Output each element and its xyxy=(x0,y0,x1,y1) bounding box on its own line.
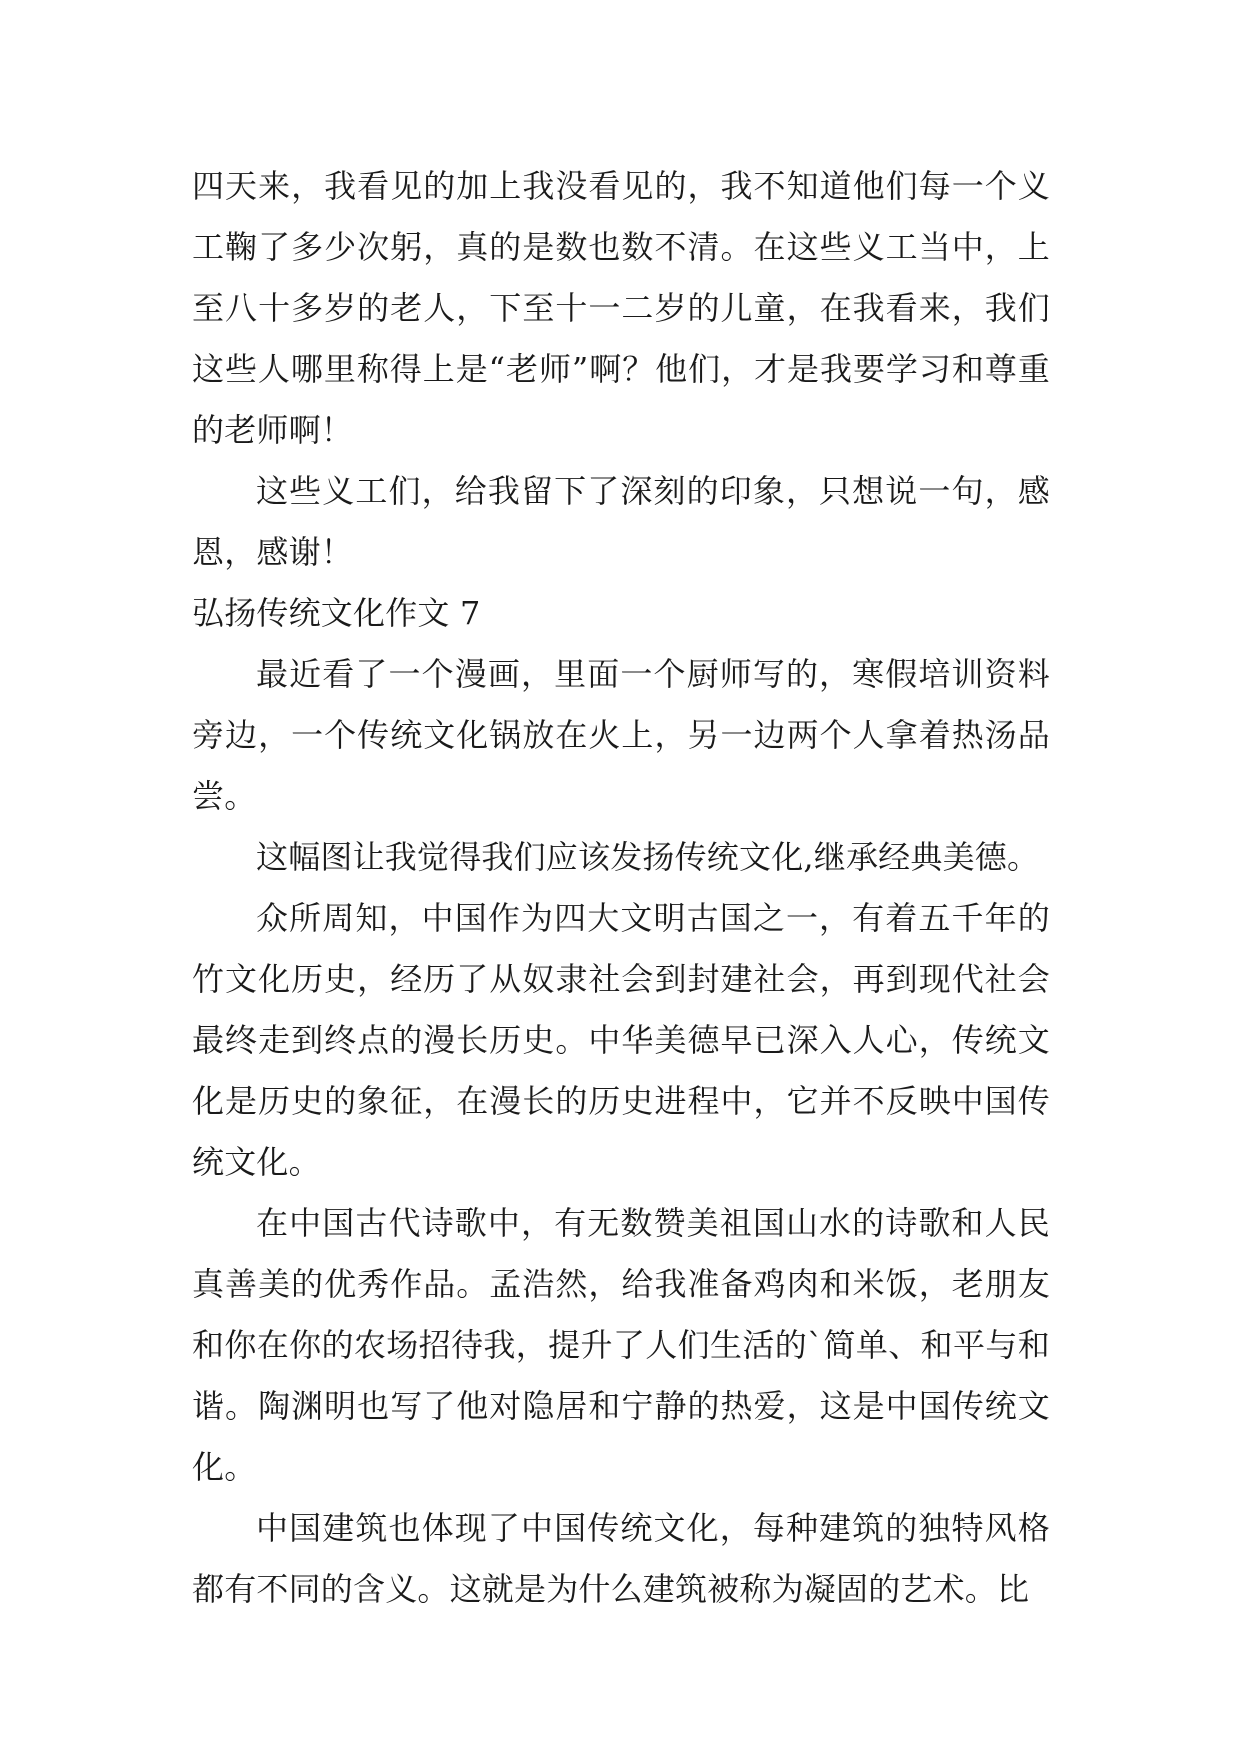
paragraph-comic: 最近看了一个漫画，里面一个厨师写的，寒假培训资料旁边，一个传统文化锅放在火上，另一边两个人拿着热汤品尝。 xyxy=(192,655,1050,815)
document-body xyxy=(192,156,1050,1620)
essay-heading: 弘扬传统文化作文 7 xyxy=(192,594,481,632)
paragraph-gratitude: 这些义工们，给我留下了深刻的印象，只想说一句，感恩，感谢！ xyxy=(192,472,1050,571)
paragraph-carry-forward: 这幅图让我觉得我们应该发扬传统文化,继承经典美德。 xyxy=(256,838,1040,876)
paragraph-history: 众所周知，中国作为四大文明古国之一，有着五千年的竹文化历史，经历了从奴隶社会到封建社会，再到现代社会最终走到终点的漫长历史。中华美德早已深入人心，传统文化是历史的象征，在漫长的历史进程中，它并不反映中国传统文化。 xyxy=(192,899,1050,1181)
paragraph-architecture: 中国建筑也体现了中国传统文化，每种建筑的独特风格都有不同的含义。这就是为什么建筑被称为凝固的艺术。比 xyxy=(192,1509,1050,1608)
paragraph-poetry: 在中国古代诗歌中，有无数赞美祖国山水的诗歌和人民真善美的优秀作品。孟浩然，给我准备鸡肉和米饭，老朋友和你在你的农场招待我，提升了人们生活的`简单、和平与和谐。陶渊明也写了他对隐居和宁静的热爱，这是中国传统文化。 xyxy=(192,1204,1050,1486)
paragraph-volunteers-bow: 四天来，我看见的加上我没看见的，我不知道他们每一个义工鞠了多少次躬，真的是数也数不清。在这些义工当中，上至八十多岁的老人，下至十一二岁的儿童，在我看来，我们这些人哪里称得上是“老师”啊？他们，才是我要学习和尊重的老师啊！ xyxy=(192,167,1050,449)
